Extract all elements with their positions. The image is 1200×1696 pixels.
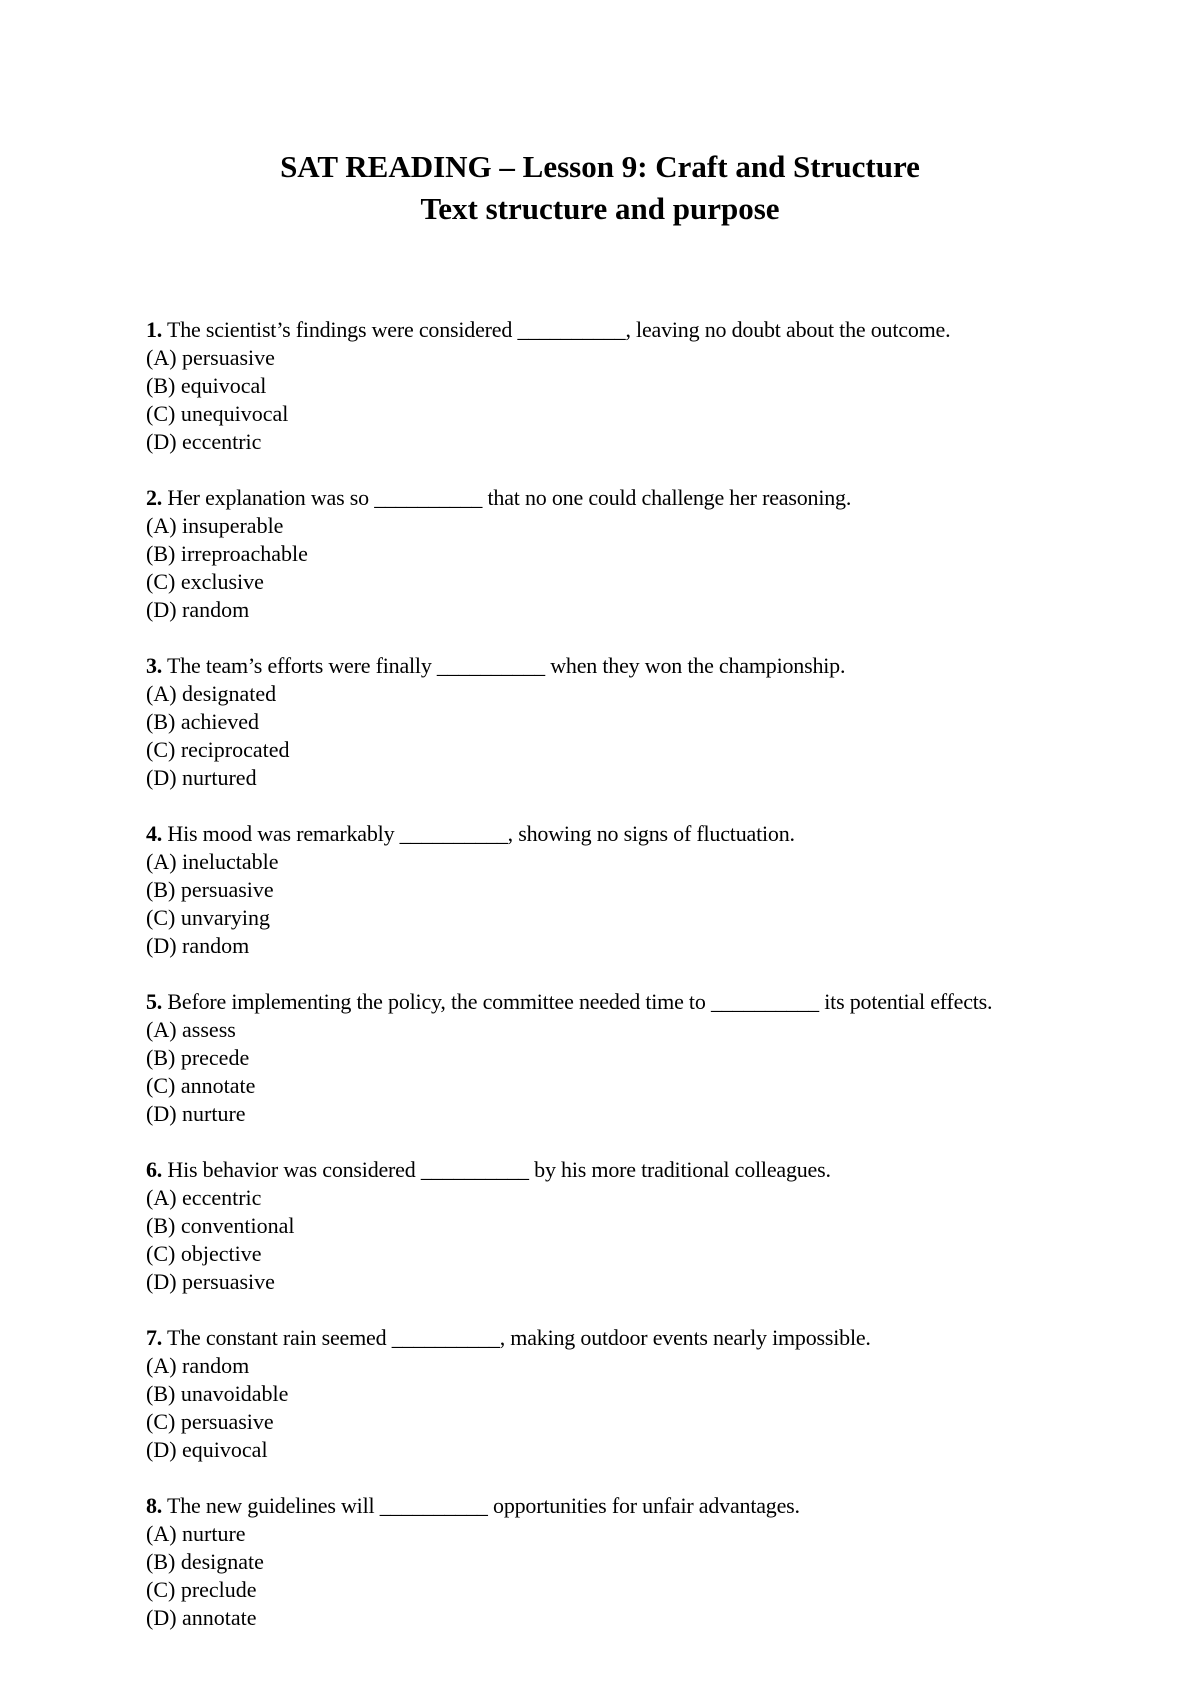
answer-option: (B) achieved	[146, 709, 259, 734]
question-stem	[146, 820, 1066, 848]
answer-option: (A) persuasive	[146, 345, 275, 370]
question-text: The new guidelines will __________ opportunities for unfair advantages.	[162, 1493, 800, 1518]
answer-option: (C) unvarying	[146, 905, 271, 930]
answer-options	[146, 1520, 1066, 1632]
answer-option: (B) precede	[146, 1045, 250, 1070]
question-stem	[146, 1156, 1066, 1184]
answer-option: (B) designate	[146, 1549, 264, 1574]
question-4	[146, 820, 1066, 960]
answer-option: (D) random	[146, 597, 250, 622]
document-header	[0, 146, 1200, 230]
question-text: The team’s efforts were finally __________ when they won the championship.	[162, 653, 846, 678]
answer-options	[146, 344, 1066, 456]
question-number: 3.	[146, 653, 163, 678]
answer-option: (C) reciprocated	[146, 737, 290, 762]
question-text: His behavior was considered __________ by his more traditional colleagues.	[162, 1157, 831, 1182]
question-7	[146, 1324, 1066, 1464]
answer-options	[146, 848, 1066, 960]
answer-option: (C) persuasive	[146, 1409, 274, 1434]
question-number: 6.	[146, 1157, 163, 1182]
answer-option: (B) conventional	[146, 1213, 295, 1238]
question-number: 8.	[146, 1493, 163, 1518]
question-stem	[146, 652, 1066, 680]
answer-option: (C) exclusive	[146, 569, 264, 594]
answer-option: (A) eccentric	[146, 1185, 262, 1210]
answer-option: (B) persuasive	[146, 877, 274, 902]
question-text: The constant rain seemed __________, making outdoor events nearly impossible.	[162, 1325, 871, 1350]
answer-option: (A) random	[146, 1353, 250, 1378]
question-text: The scientist’s findings were considered __________, leaving no doubt about the outcome.	[162, 317, 951, 342]
question-number: 1.	[146, 317, 163, 342]
question-stem	[146, 484, 1066, 512]
question-text: Before implementing the policy, the committee needed time to __________ its potential effects.	[162, 989, 993, 1014]
question-number: 5.	[146, 989, 163, 1014]
answer-options	[146, 1352, 1066, 1464]
question-8	[146, 1492, 1066, 1632]
question-text: Her explanation was so __________ that no one could challenge her reasoning.	[162, 485, 852, 510]
answer-option: (A) insuperable	[146, 513, 284, 538]
question-stem	[146, 316, 1066, 344]
question-stem	[146, 988, 1066, 1016]
answer-option: (A) ineluctable	[146, 849, 279, 874]
answer-options	[146, 680, 1066, 792]
question-2	[146, 484, 1066, 624]
question-stem	[146, 1492, 1066, 1520]
answer-option: (A) assess	[146, 1017, 236, 1042]
answer-options	[146, 512, 1066, 624]
document-subtitle: Text structure and purpose	[420, 191, 780, 226]
answer-option: (D) annotate	[146, 1605, 257, 1630]
question-1	[146, 316, 1066, 456]
question-stem	[146, 1324, 1066, 1352]
answer-option: (A) designated	[146, 681, 277, 706]
question-3	[146, 652, 1066, 792]
answer-option: (D) random	[146, 933, 250, 958]
answer-option: (C) preclude	[146, 1577, 257, 1602]
answer-option: (C) objective	[146, 1241, 262, 1266]
question-number: 7.	[146, 1325, 163, 1350]
answer-option: (D) persuasive	[146, 1269, 275, 1294]
answer-option: (B) equivocal	[146, 373, 267, 398]
document-title: SAT READING – Lesson 9: Craft and Structure	[280, 149, 920, 184]
question-text: His mood was remarkably __________, showing no signs of fluctuation.	[162, 821, 795, 846]
question-5	[146, 988, 1066, 1128]
question-list	[146, 316, 1066, 1660]
answer-option: (D) nurtured	[146, 765, 257, 790]
answer-option: (D) nurture	[146, 1101, 246, 1126]
answer-option: (A) nurture	[146, 1521, 246, 1546]
answer-option: (D) eccentric	[146, 429, 262, 454]
question-number: 2.	[146, 485, 163, 510]
answer-options	[146, 1184, 1066, 1296]
question-number: 4.	[146, 821, 163, 846]
answer-option: (D) equivocal	[146, 1437, 268, 1462]
question-6	[146, 1156, 1066, 1296]
answer-option: (B) unavoidable	[146, 1381, 289, 1406]
answer-options	[146, 1016, 1066, 1128]
answer-option: (C) unequivocal	[146, 401, 289, 426]
answer-option: (B) irreproachable	[146, 541, 308, 566]
answer-option: (C) annotate	[146, 1073, 256, 1098]
